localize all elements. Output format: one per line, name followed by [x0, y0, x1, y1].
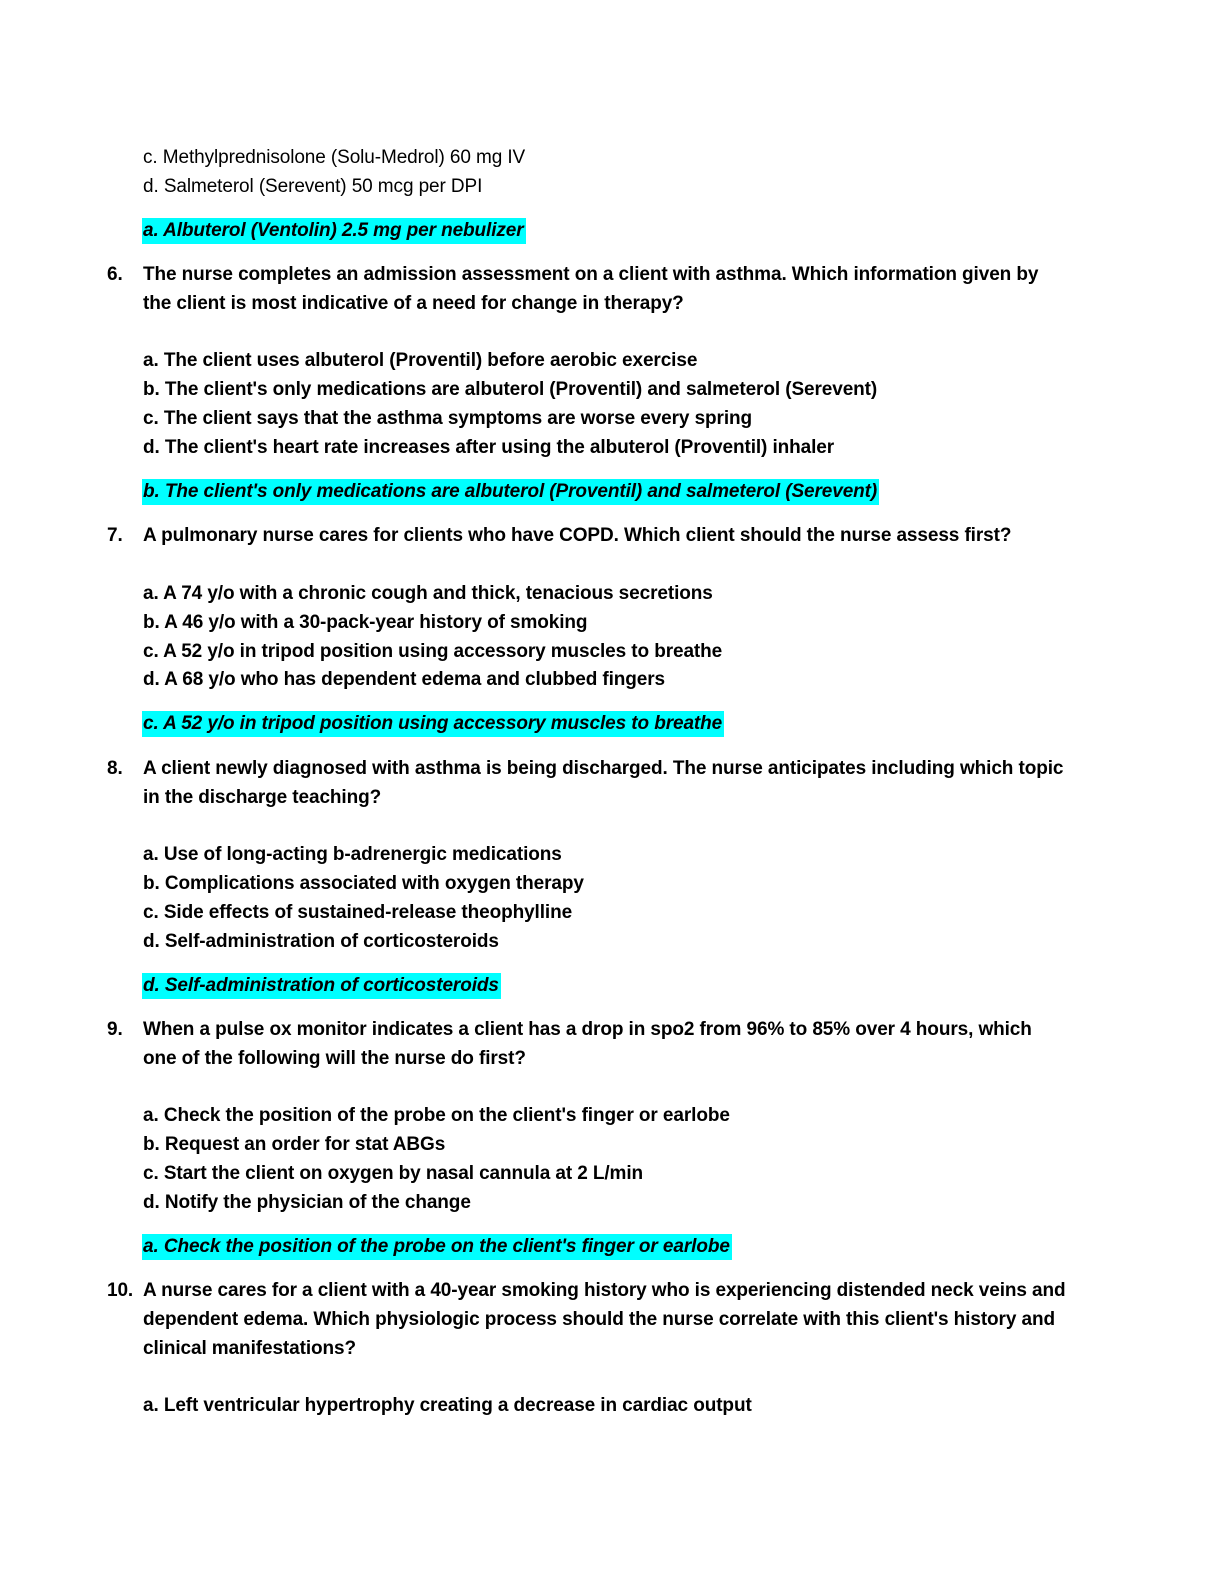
- q9-option-b: b. Request an order for stat ABGs: [143, 1134, 446, 1155]
- q8-option-c: c. Side effects of sustained-release theophylline: [143, 902, 573, 923]
- q6-question-line: The nurse completes an admission assessment on a client with asthma. Which information given by: [143, 264, 1039, 285]
- q8-number: 8.: [107, 758, 123, 779]
- q10-number: 10.: [107, 1280, 134, 1301]
- q6-option-d: d. The client's heart rate increases after using the albuterol (Proventil) inhaler: [143, 437, 835, 458]
- q10-question-line: dependent edema. Which physiologic process should the nurse correlate with this client's history and: [143, 1309, 1055, 1330]
- q9-question-line: When a pulse ox monitor indicates a client has a drop in spo2 from 96% to 85% over 4 hours, which: [143, 1019, 1032, 1040]
- q7-option-c: c. A 52 y/o in tripod position using accessory muscles to breathe: [143, 641, 723, 662]
- q9-option-a: a. Check the position of the probe on the client's finger or earlobe: [143, 1105, 730, 1126]
- q8-option-b: b. Complications associated with oxygen therapy: [143, 873, 584, 894]
- q9-option-c: c. Start the client on oxygen by nasal cannula at 2 L/min: [143, 1163, 644, 1184]
- q10-question-line: A nurse cares for a client with a 40-year smoking history who is experiencing distended neck veins and: [143, 1280, 1066, 1301]
- q10-option-a: a. Left ventricular hypertrophy creating a decrease in cardiac output: [143, 1395, 752, 1416]
- q6-question-line: the client is most indicative of a need for change in therapy?: [143, 293, 684, 314]
- q10-question-line: clinical manifestations?: [143, 1338, 356, 1359]
- q8-question-line: A client newly diagnosed with asthma is being discharged. The nurse anticipates including which topic: [143, 758, 1064, 779]
- q9-answer-highlight: a. Check the position of the probe on the client's finger or earlobe: [142, 1234, 732, 1260]
- q9-number: 9.: [107, 1019, 123, 1040]
- q6-answer-highlight: b. The client's only medications are albuterol (Proventil) and salmeterol (Serevent): [142, 479, 879, 505]
- q5-option-d: d. Salmeterol (Serevent) 50 mcg per DPI: [143, 176, 483, 197]
- q8-option-a: a. Use of long-acting b-adrenergic medications: [143, 844, 562, 865]
- q6-number: 6.: [107, 264, 123, 285]
- q6-option-c: c. The client says that the asthma symptoms are worse every spring: [143, 408, 753, 429]
- q6-option-b: b. The client's only medications are albuterol (Proventil) and salmeterol (Serevent): [143, 379, 878, 400]
- q8-option-d: d. Self-administration of corticosteroids: [143, 931, 499, 952]
- q7-option-d: d. A 68 y/o who has dependent edema and clubbed fingers: [143, 669, 666, 690]
- q7-question-line: A pulmonary nurse cares for clients who have COPD. Which client should the nurse assess first?: [143, 525, 1012, 546]
- q6-option-a: a. The client uses albuterol (Proventil) before aerobic exercise: [143, 350, 698, 371]
- q8-answer-highlight: d. Self-administration of corticosteroids: [142, 973, 501, 999]
- q7-option-b: b. A 46 y/o with a 30-pack-year history of smoking: [143, 612, 588, 633]
- q5-answer-highlight: a. Albuterol (Ventolin) 2.5 mg per nebulizer: [142, 218, 526, 244]
- q5-option-c: c. Methylprednisolone (Solu-Medrol) 60 mg IV: [143, 147, 526, 168]
- q7-answer-highlight: c. A 52 y/o in tripod position using accessory muscles to breathe: [142, 711, 724, 737]
- q8-question-line: in the discharge teaching?: [143, 787, 382, 808]
- q9-question-line: one of the following will the nurse do first?: [143, 1048, 526, 1069]
- q9-option-d: d. Notify the physician of the change: [143, 1192, 471, 1213]
- q7-option-a: a. A 74 y/o with a chronic cough and thick, tenacious secretions: [143, 583, 713, 604]
- q7-number: 7.: [107, 525, 123, 546]
